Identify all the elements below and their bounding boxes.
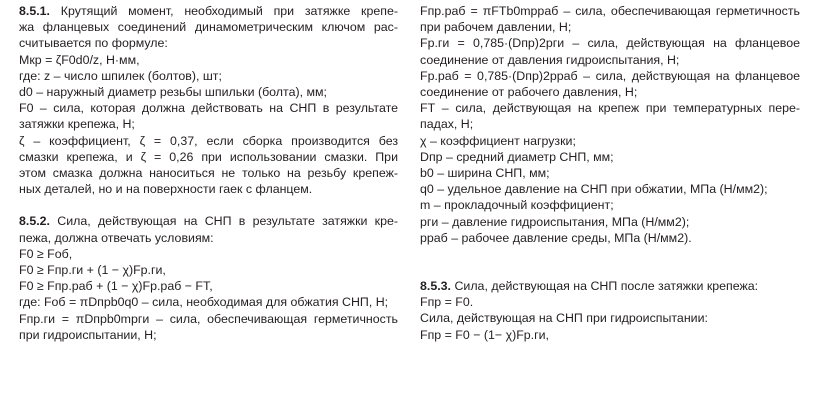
- d0-definition: d0 – наружный диаметр резьбы шпильки (болта), мм;: [19, 85, 327, 100]
- fprrab-definition-1: Fпр.раб = πFТb0mpраб – сила, обеспечивающая герметичность: [420, 4, 800, 18]
- fprrab-definition-2: при рабочем давлении, Н;: [420, 20, 572, 35]
- b0-definition: b0 – ширина СНП, мм;: [420, 166, 550, 181]
- zeta-definition-1: ζ – коэффициент, ζ = 0,37, если сборка производится без: [19, 133, 398, 148]
- s851-line-1: [19, 3, 398, 19]
- condition-3: F0 ≥ Fпр.раб + (1 − χ)Fр.раб − FТ,: [19, 279, 213, 294]
- s853-text-1: Сила, действующая на СНП после затяжки крепежа:: [451, 279, 759, 294]
- chi-definition: χ – коэффициент нагрузки;: [420, 133, 576, 148]
- q0-definition: q0 – удельное давление на СНП при обжатии, МПа (Н/мм2);: [420, 182, 768, 197]
- fob-definition: где: Fоб = πDпрb0q0 – сила, необходимая для обжатия СНП, Н;: [19, 295, 389, 310]
- left-column: [19, 3, 398, 343]
- z-definition: где: z – число шпилек (болтов), шт;: [19, 68, 222, 83]
- condition-1: F0 ≥ Fоб,: [19, 246, 73, 261]
- section-gap: [19, 197, 398, 213]
- s851-line-2: жа фланцевых соединений динамометрическим ключом рас-: [19, 20, 398, 35]
- s852-number: 8.5.2.: [19, 214, 51, 229]
- fprgi-definition-1: Fпр.ги = πDпрb0mpги – сила, обеспечивающая герметичность: [19, 311, 398, 326]
- frrab-definition-2: соединение от рабочего давления, Н;: [420, 85, 638, 100]
- pgi-definition: pги – давление гидроиспытания, МПа (Н/мм2);: [420, 214, 690, 229]
- f0-definition-1: F0 – сила, которая должна действовать на СНП в результате: [19, 101, 398, 116]
- s851-line-3: считывается по формуле:: [19, 36, 168, 51]
- s851-text-1: Крутящий момент, необходимый при затяжке крепе-: [50, 4, 398, 18]
- s852-line-1: [19, 213, 398, 229]
- formula-fpr-2: Fпр = F0 − (1− χ)Fр.ги,: [420, 327, 549, 342]
- ft-definition-2: падах, Н;: [420, 117, 474, 132]
- s853-line-2: Сила, действующая на СНП при гидроиспытании:: [420, 311, 708, 326]
- prab-definition: pраб – рабочее давление среды, МПа (Н/мм2).: [420, 230, 692, 245]
- frgi-definition-2: соединение от давления гидроиспытания, Н;: [420, 52, 680, 67]
- right-column: [420, 3, 800, 343]
- s852-line-2: пежа, должна отвечать условиям:: [19, 230, 214, 245]
- ft-definition-1: FТ – сила, действующая на крепеж при температурных пере-: [420, 101, 800, 116]
- fprgi-definition-2: при гидроиспытании, Н;: [19, 327, 157, 342]
- formula-mkr: [19, 52, 398, 68]
- m-definition: m – прокладочный коэффициент;: [420, 198, 614, 213]
- zeta-definition-4: ных деталей, но и на поверхности гаек с фланцем.: [19, 182, 313, 197]
- section-gap: [420, 262, 800, 278]
- s851-number: 8.5.1.: [19, 4, 51, 18]
- zeta-definition-2: смазки крепежа, и ζ = 0,26 при использовании смазки. При: [19, 149, 398, 164]
- formula-mkr-text: Mкр = ζF0d0/z, Н·мм,: [19, 52, 140, 67]
- formula-fpr-1: Fпр = F0.: [420, 295, 474, 310]
- s852-text-1: Сила, действующая на СНП в результате затяжки кре-: [50, 214, 398, 229]
- frgi-definition-1: Fр.ги = 0,785·(Dпр)2pги – сила, действующая на фланцевое: [420, 36, 800, 51]
- frrab-definition-1: Fр.раб = 0,785·(Dпр)2pраб – сила, действующая на фланцевое: [420, 68, 800, 83]
- dpr-definition: Dпр – средний диаметр СНП, мм;: [420, 149, 614, 164]
- condition-2: F0 ≥ Fпр.ги + (1 − χ)Fр.ги,: [19, 263, 166, 278]
- s853-line-1: [420, 278, 800, 294]
- f0-definition-2: затяжки крепежа, Н;: [19, 117, 135, 132]
- s853-number: 8.5.3.: [420, 279, 452, 294]
- section-gap: [420, 246, 800, 262]
- zeta-definition-3: этом смазка должна наноситься не только на резьбу крепеж-: [19, 166, 398, 181]
